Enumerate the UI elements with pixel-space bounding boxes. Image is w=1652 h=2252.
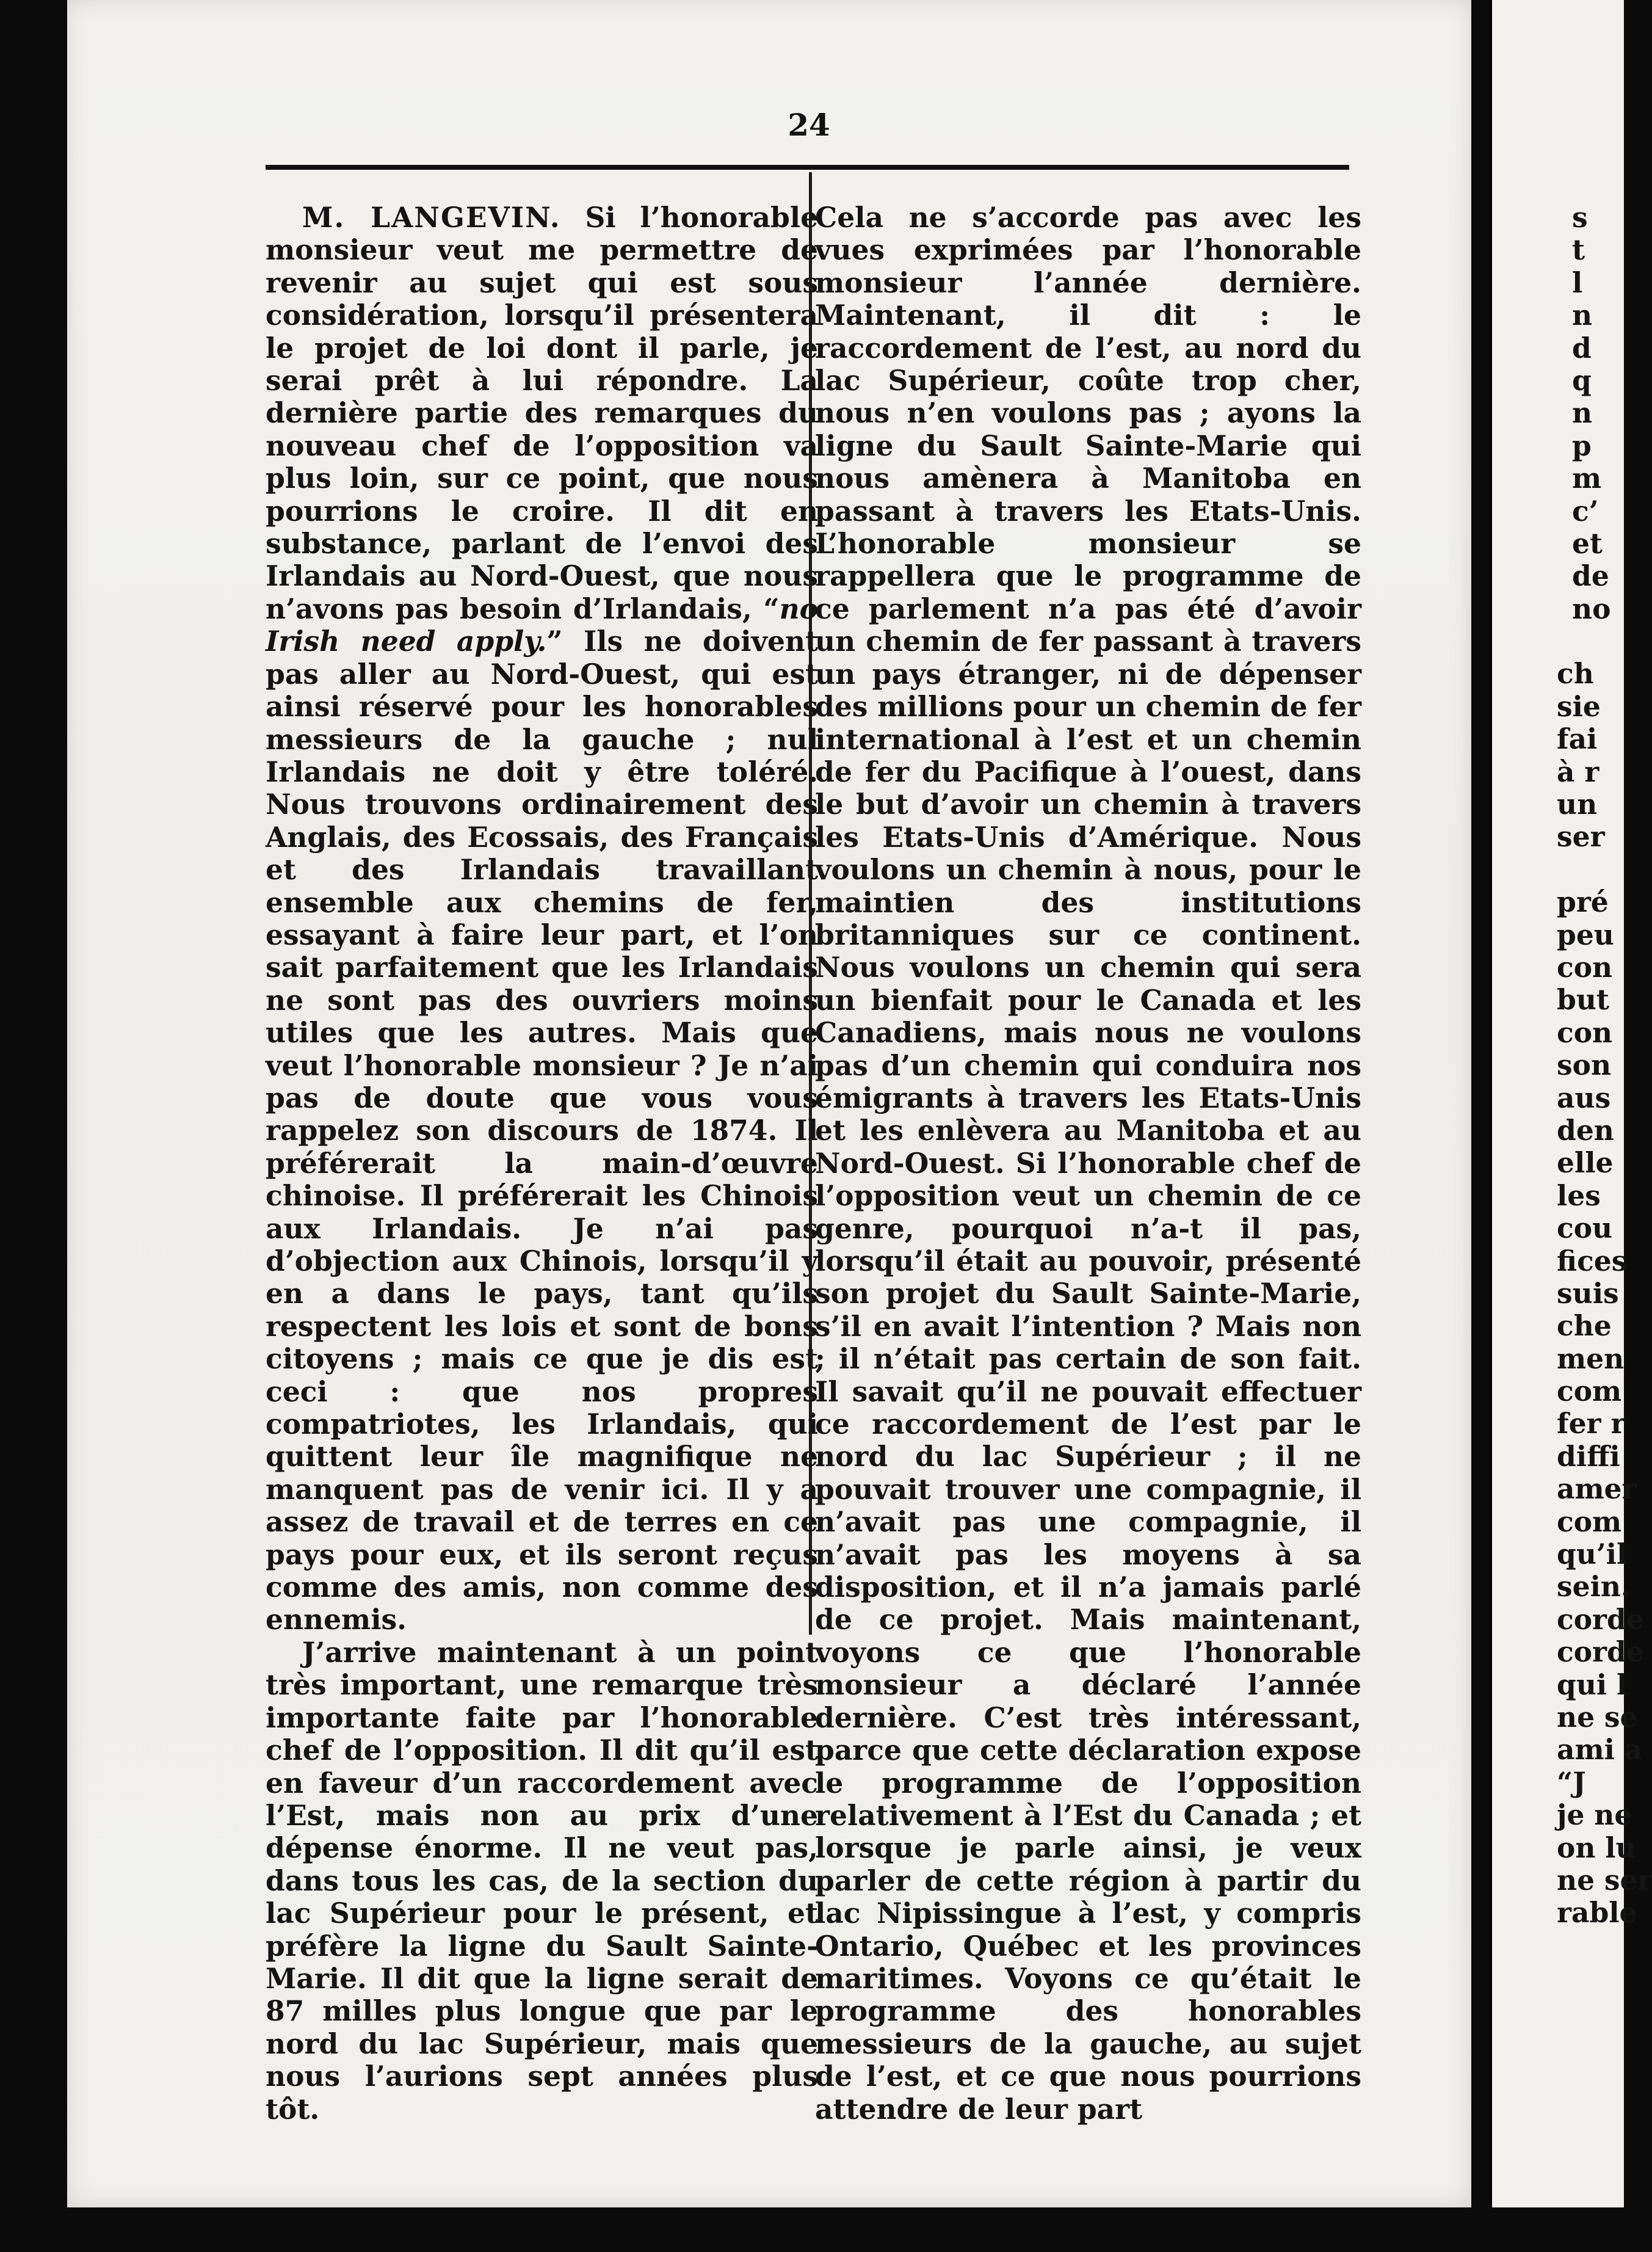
adjacent-line: men [1557, 1342, 1625, 1375]
adjacent-line: son [1557, 1048, 1612, 1082]
adjacent-line: et [1572, 526, 1603, 560]
speaker-name: M. LANGEVIN. [302, 201, 561, 234]
adjacent-line: c’ [1572, 494, 1599, 528]
adjacent-line: à r [1557, 755, 1599, 788]
left-paragraph-1-text: Si l’honorable monsieur veut me permettre de revenir au sujet qui est sous considération, lorsqu’il présentera le projet de loi dont il parle, je serai prêt à lui répondre. La dernière partie des remarques du nouveau chef de l’opposition va plus loin, sur ce point, que nous pourrions le croire. Il dit en substance, parlant de l’envoi des Irlandais au Nord-Ouest, que nous n’avons pas besoin d’Irlandais, “ [266, 201, 819, 625]
quote-italic: no Irish need apply. [266, 592, 818, 658]
adjacent-page [1490, 0, 1652, 2207]
left-paragraph-2: J’arrive maintenant à un point très important, une remarque très importante faite par l’honorable chef de l’opposition. Il dit qu’il est en faveur d’un raccordement avec l’Est, mais non au prix d’une dépense énorme. Il ne veut pas, dans tous les cas, de la section du lac Supérieur pour le présent, et préfère la ligne du Sault Sainte-Marie. Il dit que la ligne serait de 87 milles plus longue que par le nord du lac Supérieur, mais que nous l’aurions sept années plus tôt. [266, 1635, 818, 2126]
adjacent-line: sie [1557, 689, 1601, 723]
left-paragraph-1 [266, 202, 818, 1636]
adjacent-line: suis [1557, 1276, 1619, 1310]
adjacent-line: l [1572, 266, 1583, 299]
adjacent-line: com [1557, 1505, 1622, 1538]
adjacent-line: com [1557, 1375, 1622, 1408]
adjacent-line: con [1557, 1015, 1613, 1049]
adjacent-line: t [1572, 233, 1585, 267]
adjacent-line: but [1557, 983, 1609, 1017]
adjacent-line: n [1572, 299, 1593, 332]
adjacent-line: de [1572, 559, 1609, 593]
adjacent-line: diffi [1557, 1439, 1620, 1473]
adjacent-line: fices [1557, 1244, 1628, 1277]
adjacent-line: un [1557, 788, 1598, 821]
adjacent-line: pré [1557, 885, 1609, 919]
adjacent-line: p [1572, 429, 1592, 462]
adjacent-page-text [1490, 201, 1652, 1930]
adjacent-line [1490, 854, 1624, 886]
adjacent-line: ne ser [1557, 1863, 1652, 1897]
adjacent-line: ami a [1557, 1733, 1643, 1767]
adjacent-line: je ne [1557, 1798, 1632, 1832]
adjacent-line: n [1572, 396, 1593, 430]
adjacent-line: sein. [1557, 1570, 1631, 1604]
adjacent-line: “J [1557, 1765, 1586, 1799]
adjacent-line: q [1572, 363, 1592, 397]
header-rule [266, 165, 1349, 170]
left-paragraph-1-cont: ” Ils ne doivent pas aller au Nord-Ouest, qui est ainsi réservé pour les honorables messieurs de la gauche ; nul Irlandais ne doit y être toléré. Nous trouvons ordinairement des Anglais, des Ecossais, des Français et des Irlandais travaillant ensemble aux chemins de fer, essayant à faire leur part, et l’on sait parfaitement que les Irlandais ne sont pas des ouvriers moins utiles que les autres. Mais que veut l’honorable monsieur ? Je n’ai pas de doute que vous vous rappelez son discours de 1874. Il préférerait la main-d’œuvre chinoise. Il préférerait les Chinois aux Irlandais. Je n’ai pas d’objection aux Chinois, lorsqu’il y en a dans le pays, tant qu’ils respectent les lois et sont de bons citoyens ; mais ce que je dis est ceci : que nos propres compatriotes, les Irlandais, qui quittent leur île magnifique ne manquent pas de venir ici. Il y a assez de travail et de terres en ce pays pour eux, et ils seront reçus comme des amis, non comme des ennemis. [266, 625, 818, 1636]
adjacent-line: qu’il [1557, 1538, 1628, 1571]
adjacent-line: ser [1557, 820, 1605, 854]
adjacent-line: che [1557, 1309, 1612, 1343]
adjacent-line: den [1557, 1113, 1614, 1147]
adjacent-line: d [1572, 331, 1592, 365]
adjacent-line: aus [1557, 1081, 1611, 1114]
adjacent-line: amer [1557, 1472, 1637, 1506]
adjacent-line: elle [1557, 1146, 1614, 1180]
adjacent-line: s [1572, 201, 1588, 234]
adjacent-line: no [1572, 592, 1611, 625]
adjacent-line: les [1557, 1179, 1601, 1212]
adjacent-line: cou [1557, 1211, 1613, 1245]
page-number: 24 [788, 107, 830, 143]
adjacent-line: fai [1557, 722, 1598, 756]
adjacent-line: ch [1557, 657, 1594, 691]
adjacent-line: peu [1557, 918, 1614, 951]
adjacent-line: corde [1557, 1602, 1644, 1636]
adjacent-line: corde [1557, 1635, 1644, 1669]
page-gutter [1490, 0, 1492, 2207]
adjacent-line: m [1572, 462, 1602, 495]
adjacent-line: qui l [1557, 1668, 1628, 1701]
adjacent-line [1490, 625, 1624, 658]
right-column [815, 202, 1361, 2126]
left-column [266, 202, 818, 2126]
adjacent-line: con [1557, 950, 1613, 984]
adjacent-line: on lu [1557, 1831, 1636, 1864]
adjacent-line: ne se [1557, 1700, 1638, 1734]
adjacent-line: fer r [1557, 1407, 1626, 1440]
right-paragraph-1: Cela ne s’accorde pas avec les vues exprimées par l’honorable monsieur l’année dernière. Maintenant, il dit : le raccordement de l’est, au nord du lac Supérieur, coûte trop cher, nous n’en voulons pas ; ayons la ligne du Sault Sainte-Marie qui nous amènera à Manitoba en passant à travers les Etats-Unis. L’honorable monsieur se rappellera que le programme de ce parlement n’a pas été d’avoir un chemin de fer passant à travers un pays étranger, ni de dépenser des millions pour un chemin de fer international à l’est et un chemin de fer du Pacifique à l’ouest, dans le but d’avoir un chemin à travers les Etats-Unis d’Amérique. Nous voulons un chemin à nous, pour le maintien des institutions britanniques sur ce continent. Nous voulons un chemin qui sera un bienfait pour le Canada et les Canadiens, mais nous ne voulons pas d’un chemin qui conduira nos émigrants à travers les Etats-Unis et les enlèvera au Manitoba et au Nord-Ouest. Si l’honorable chef de l’opposition veut un chemin de ce genre, pourquoi n’a-t il pas, lorsqu’il était au pouvoir, présenté son projet du Sault Sainte-Marie, s’il en avait l’intention ? Mais non ; il n’était pas certain de son fait. Il savait qu’il ne pouvait effectuer ce raccordement de l’est par le nord du lac Supérieur ; il ne pouvait trouver une compagnie, il n’avait pas une compagnie, il n’avait pas les moyens à sa disposition, et il n’a jamais parlé de ce projet. Mais maintenant, voyons ce que l’honorable monsieur a déclaré l’année dernière. C’est très intéressant, parce que cette déclaration expose le programme de l’opposition relativement à l’Est du Canada ; et lorsque je parle ainsi, je veux parler de cette région à partir du lac Nipissingue à l’est, y compris Ontario, Québec et les provinces maritimes. Voyons ce qu’était le programme des honorables messieurs de la gauche, au sujet de l’est, et ce que nous pourrions attendre de leur part [815, 201, 1361, 2126]
adjacent-line: rable [1557, 1896, 1637, 1930]
